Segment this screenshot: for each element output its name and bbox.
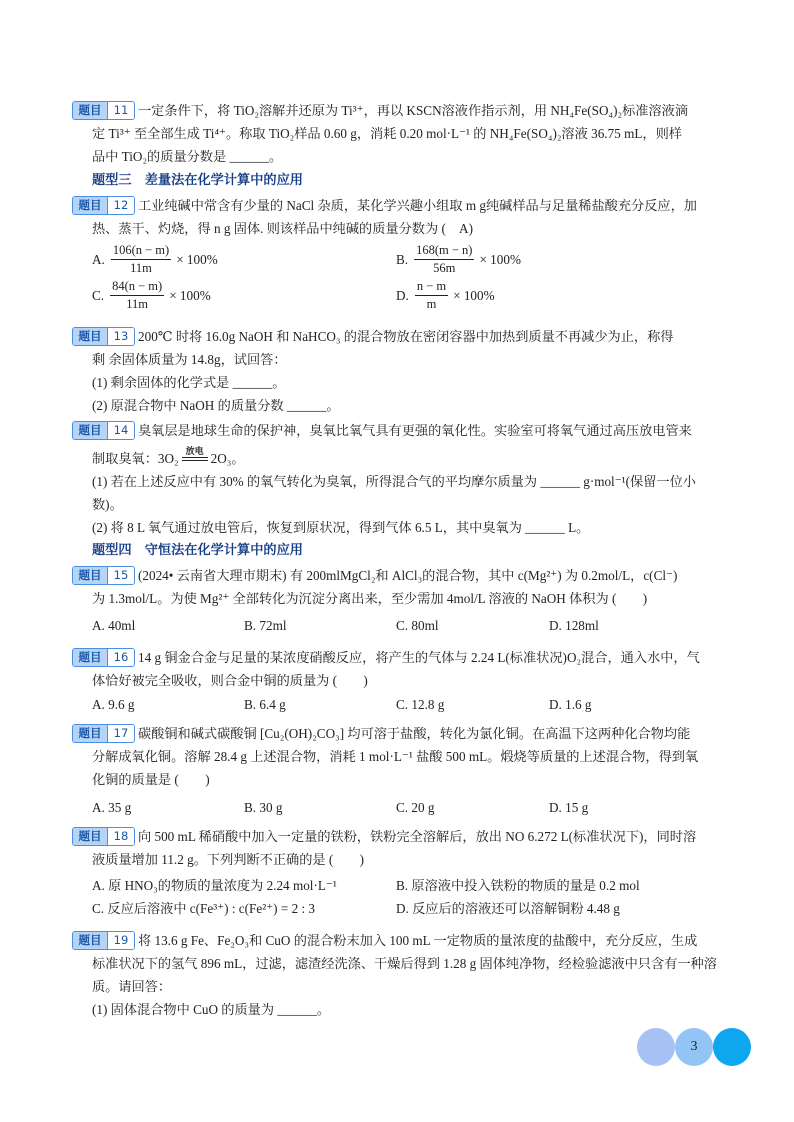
options-row	[92, 278, 732, 314]
problem-badge	[72, 648, 135, 667]
fraction	[111, 243, 171, 276]
option-letter: A.	[92, 251, 105, 267]
problem-badge-label: 题目	[73, 725, 107, 742]
problem-number: 19	[107, 932, 134, 949]
fraction-denominator: m	[426, 297, 437, 311]
problem-badge-label: 题目	[73, 422, 107, 439]
fraction-numerator: 106(n − m)	[111, 243, 171, 260]
reaction-arrow	[182, 446, 208, 461]
option-b: B. 原溶液中投入铁粉的物质的量是 0.2 mol	[396, 877, 640, 893]
fraction-numerator: n − m	[415, 279, 448, 296]
fraction	[110, 279, 164, 312]
option-a: A. 9.6 g	[92, 696, 135, 712]
problem-badge-label: 题目	[73, 567, 107, 584]
option-a: A. 35 g	[92, 799, 132, 815]
problem-text-line: 臭氧层是地球生命的保护神，臭氧比氧气具有更强的氧化性。实验室可将氧气通过高压放电管来	[138, 422, 692, 438]
problem-text-line: 为 1.3mol/L。为使 Mg²⁺ 全部转化为沉淀分离出来，至少需加 4mol/L 溶液的 NaOH 体积为 ( )	[92, 590, 648, 606]
reaction-equation-line	[92, 442, 732, 470]
problem-17	[78, 722, 732, 819]
problem-text-line: 热、蒸干、灼烧，得 n g 固体. 则该样品中纯碱的质量分数为 ( A)	[92, 220, 473, 236]
option-letter: C.	[92, 287, 105, 303]
problem-badge	[72, 327, 135, 346]
options-row	[92, 614, 732, 637]
problem-text-line: (1) 剩余固体的化学式是 ______。	[92, 374, 286, 390]
problem-19	[78, 929, 732, 1021]
problem-14	[78, 419, 732, 539]
problem-number: 14	[107, 422, 134, 439]
problem-18	[78, 825, 732, 920]
fraction-numerator: 168(m − n)	[414, 243, 474, 260]
options-row	[92, 796, 732, 819]
option-letter: D.	[396, 287, 409, 303]
problem-number: 12	[107, 197, 134, 214]
problem-text-line: 14 g 铜金合金与足量的某浓度硝酸反应，将产生的气体与 2.24 L(标准状况)O₂混合，通入水中，气	[138, 649, 700, 665]
fraction	[414, 243, 474, 276]
fraction-numerator: 84(n − m)	[110, 279, 164, 296]
option-a: A. 40ml	[92, 617, 136, 633]
problem-text-line: 向 500 mL 稀硝酸中加入一定量的铁粉，铁粉完全溶解后，放出 NO 6.272 L(标准状况下)，同时溶	[138, 828, 697, 844]
problem-text-line: (1) 固体混合物中 CuO 的质量为 ______。	[92, 1001, 331, 1017]
problem-badge	[72, 827, 135, 846]
problem-text-line: 体恰好被完全吸收，则合金中铜的质量为 ( )	[92, 672, 368, 688]
problem-11	[78, 99, 732, 168]
problem-number: 13	[107, 328, 134, 345]
problem-badge	[72, 421, 135, 440]
problem-text-line: 分解成氧化铜。溶解 28.4 g 上述混合物，消耗 1 mol·L⁻¹ 盐酸 500 mL。煅烧等质量的上述混合物，得到氧	[92, 748, 699, 764]
problem-badge	[72, 196, 135, 215]
problem-number: 11	[107, 102, 134, 119]
problem-text-line: 数)。	[92, 496, 123, 512]
option-suffix: × 100%	[169, 287, 211, 303]
problem-text-line: (2) 原混合物中 NaOH 的质量分数 ______。	[92, 397, 340, 413]
problem-badge-label: 题目	[73, 197, 107, 214]
option-d: D. 1.6 g	[549, 696, 592, 712]
option-c	[92, 278, 211, 314]
option-c: C. 20 g	[396, 799, 435, 815]
options-row	[92, 242, 732, 278]
option-suffix: × 100%	[176, 251, 218, 267]
option-b: B. 6.4 g	[244, 696, 286, 712]
options-row	[92, 874, 732, 897]
problem-15	[78, 564, 732, 637]
problem-badge	[72, 931, 135, 950]
problem-badge	[72, 724, 135, 743]
problem-text-line: 标准状况下的氢气 896 mL，过滤，滤渣经洗涤、干燥后得到 1.28 g 固体纯净物，经检验滤液中只含有一种溶	[92, 955, 717, 971]
fraction-denominator: 56m	[433, 261, 456, 275]
problem-16	[78, 646, 732, 716]
option-suffix: × 100%	[453, 287, 495, 303]
problem-text-line: 工业纯碱中常含有少量的 NaCl 杂质，某化学兴趣小组取 m g纯碱样品与足量稀盐酸充分反应，加	[138, 197, 697, 213]
page-number: 3	[675, 1028, 713, 1066]
problem-number: 18	[107, 828, 134, 845]
problem-number: 17	[107, 725, 134, 742]
section-heading-type4: 题型四 守恒法在化学计算中的应用	[92, 541, 303, 557]
problem-badge-label: 题目	[73, 932, 107, 949]
page-number-circle-right	[713, 1028, 751, 1066]
fraction-denominator: 11m	[130, 261, 152, 275]
option-a	[92, 242, 218, 278]
option-b: B. 72ml	[244, 617, 287, 633]
fraction-denominator: 11m	[126, 297, 149, 311]
problem-12	[78, 194, 732, 314]
problem-text-line: 化铜的质量是 ( )	[92, 771, 210, 787]
problem-text-line: 剩 余固体质量为 14.8g，试回答：	[92, 351, 287, 367]
problem-badge-label: 题目	[73, 649, 107, 666]
problem-text-line: (2) 将 8 L 氧气通过放电管后，恢复到原状况，得到气体 6.5 L，其中臭氧为 ______ L。	[92, 519, 590, 535]
option-a: A. 原 HNO₃的物质的量浓度为 2.24 mol·L⁻¹	[92, 877, 337, 893]
page-number-circle-left	[637, 1028, 675, 1066]
option-b: B. 30 g	[244, 799, 283, 815]
option-c: C. 反应后溶液中 c(Fe³⁺) : c(Fe²⁺) = 2 : 3	[92, 900, 316, 916]
problem-badge-label: 题目	[73, 828, 107, 845]
option-b	[396, 242, 521, 278]
option-letter: B.	[396, 251, 409, 267]
problem-text-line: 将 13.6 g Fe、Fe₂O₃和 CuO 的混合粉末加入 100 mL 一定物质的量浓度的盐酸中，充分反应，生成	[138, 932, 698, 948]
equation-products: 2O₃。	[210, 450, 245, 466]
problem-13	[78, 325, 732, 417]
option-suffix: × 100%	[479, 251, 521, 267]
reaction-condition: 放电	[185, 446, 204, 457]
option-d: D. 128ml	[549, 617, 599, 633]
equation-reactants: 制取臭氧：3O₂	[92, 450, 179, 466]
option-c: C. 12.8 g	[396, 696, 445, 712]
section-heading-type3: 题型三 差量法在化学计算中的应用	[92, 171, 303, 187]
problem-text-line: 碳酸铜和碱式碳酸铜 [Cu₂(OH)₂CO₃] 均可溶于盐酸，转化为氯化铜。在高温下这两种化合物均能	[138, 725, 691, 741]
problem-number: 16	[107, 649, 134, 666]
problem-text-line: 品中 TiO₂的质量分数是 ______。	[92, 148, 283, 164]
problem-badge-label: 题目	[73, 328, 107, 345]
option-d: D. 15 g	[549, 799, 589, 815]
problem-text-line: (1) 若在上述反应中有 30% 的氧气转化为臭氧，所得混合气的平均摩尔质量为 ______ g·mol⁻¹(保留一位小	[92, 473, 696, 489]
option-c: C. 80ml	[396, 617, 439, 633]
problem-text-line: 液质量增加 11.2 g。下列判断不正确的是 ( )	[92, 851, 365, 867]
problem-number: 15	[107, 567, 134, 584]
option-d: D. 反应后的溶液还可以溶解铜粉 4.48 g	[396, 900, 620, 916]
problem-badge-label: 题目	[73, 102, 107, 119]
problem-text-line: 定 Ti³⁺ 至全部生成 Ti⁴⁺。称取 TiO₂样品 0.60 g，消耗 0.20 mol·L⁻¹ 的 NH₄Fe(SO₄)₂溶液 36.75 mL，则样	[92, 125, 682, 141]
problem-badge	[72, 566, 135, 585]
fraction	[415, 279, 448, 312]
options-row	[92, 897, 732, 920]
options-row	[92, 693, 732, 716]
problem-badge	[72, 101, 135, 120]
problem-text-line: (2024• 云南省大理市期末) 有 200mlMgCl₂和 AlCl₃的混合物，其中 c(Mg²⁺) 为 0.2mol/L，c(Cl⁻)	[138, 567, 678, 583]
option-d	[396, 278, 495, 314]
problem-text-line: 一定条件下，将 TiO₂溶解并还原为 Ti³⁺，再以 KSCN溶液作指示剂，用 NH₄Fe(SO₄)₂标准溶液滴	[138, 102, 689, 118]
problem-text-line: 质。请回答：	[92, 978, 172, 994]
problem-text-line: 200℃ 时将 16.0g NaOH 和 NaHCO₃ 的混合物放在密闭容器中加热到质量不再减少为止，称得	[138, 328, 674, 344]
